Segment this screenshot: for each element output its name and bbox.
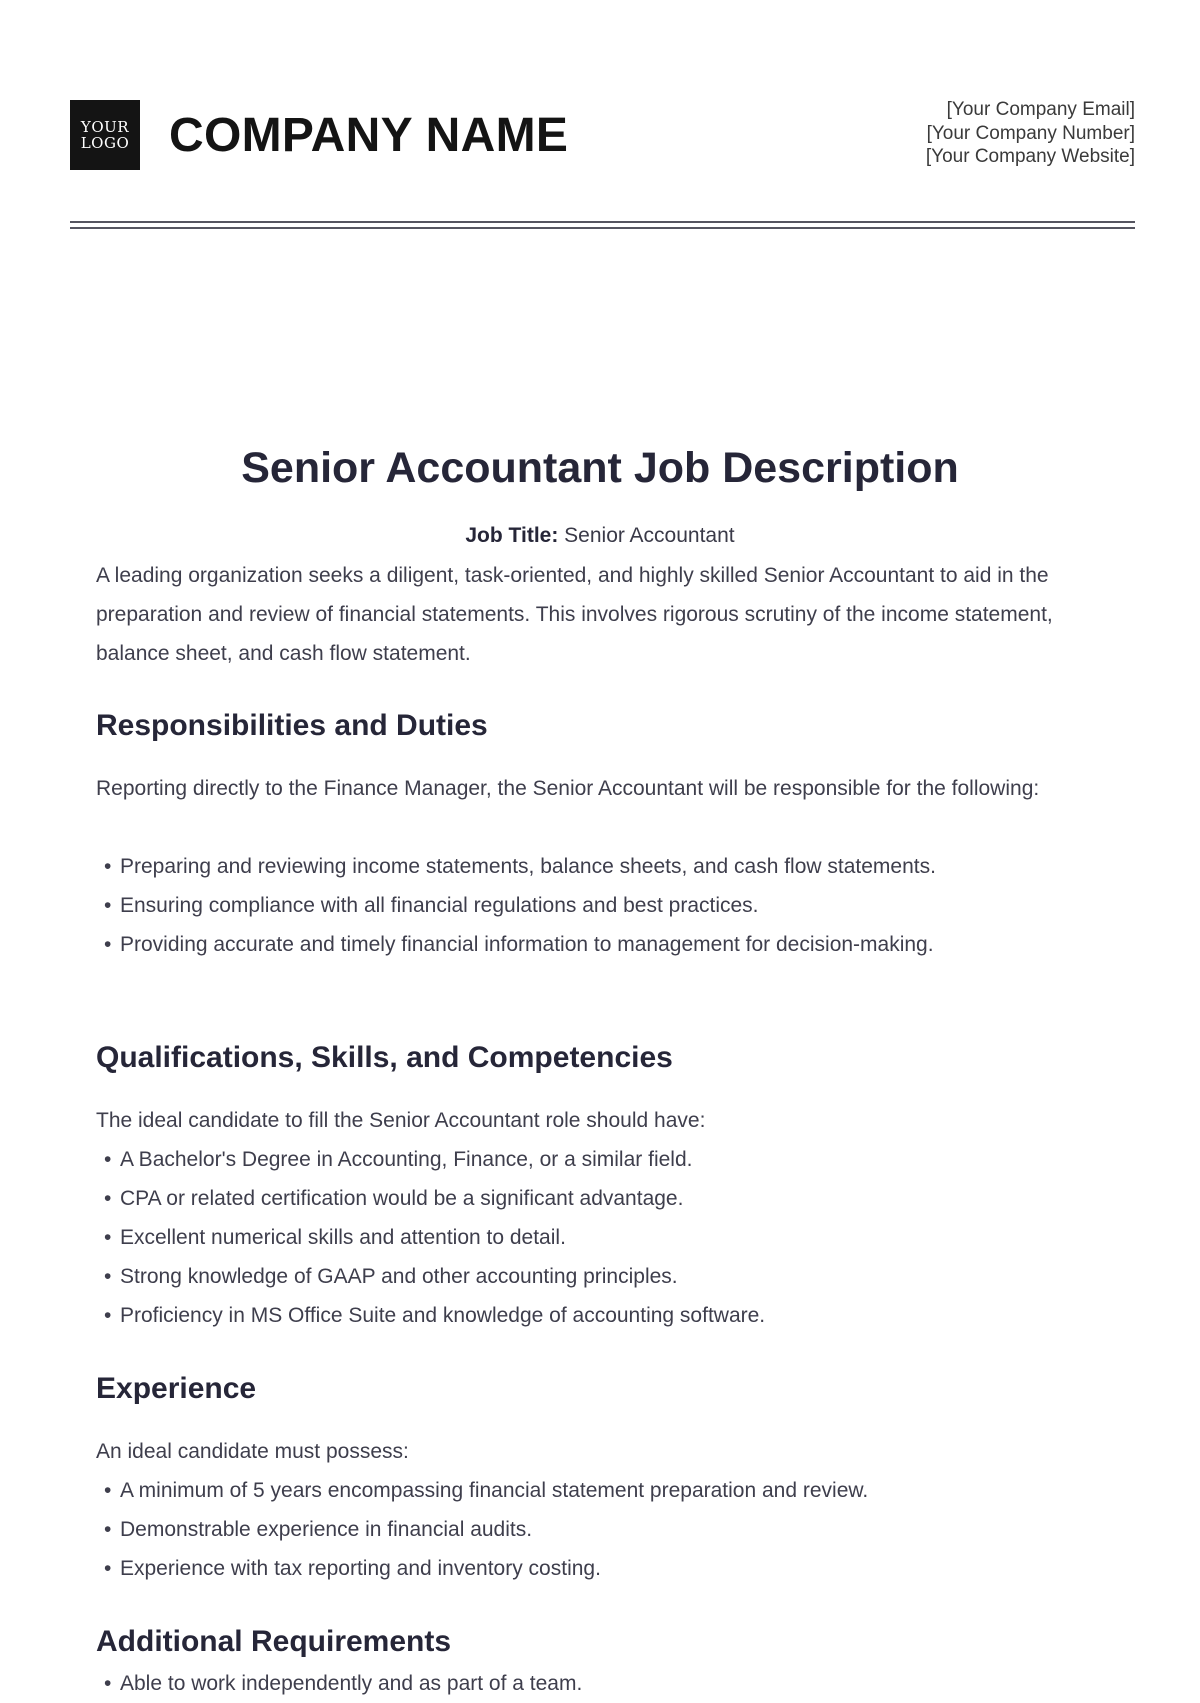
- list-item: • Experience with tax reporting and inventory costing.: [96, 1549, 868, 1588]
- list-item: • Excellent numerical skills and attention to detail.: [96, 1218, 765, 1257]
- intro-paragraph: A leading organization seeks a diligent, task-oriented, and highly skilled Senior Accountant to aid in the preparation and review of financial statements. This involves rigorous scrutiny of the income statement, balance sheet, and cash flow statement.: [96, 564, 1053, 665]
- company-contact-block: [926, 98, 1135, 169]
- list-item: • Providing accurate and timely financial information to management for decision-making.: [96, 925, 936, 964]
- header-divider-bottom: [70, 227, 1135, 229]
- company-logo: [70, 100, 140, 170]
- experience-list: [96, 1471, 868, 1588]
- list-item: • CPA or related certification would be a significant advantage.: [96, 1179, 765, 1218]
- list-item: • A Bachelor's Degree in Accounting, Finance, or a similar field.: [96, 1140, 765, 1179]
- experience-lead: An ideal candidate must possess:: [96, 1440, 409, 1463]
- logo-line-2: LOGO: [80, 134, 130, 152]
- list-item: • Proficiency in MS Office Suite and knowledge of accounting software.: [96, 1296, 765, 1335]
- list-item: • A minimum of 5 years encompassing financial statement preparation and review.: [96, 1471, 868, 1510]
- job-title-value: Senior Accountant: [564, 524, 735, 547]
- company-name: COMPANY NAME: [169, 109, 569, 162]
- responsibilities-list: [96, 847, 936, 964]
- document-title: Senior Accountant Job Description: [241, 444, 959, 492]
- list-item: • Preparing and reviewing income statements, balance sheets, and cash flow statements.: [96, 847, 936, 886]
- additional-requirements-heading: Additional Requirements: [96, 1625, 452, 1658]
- header-divider-top: [70, 221, 1135, 223]
- company-website: [Your Company Website]: [925, 146, 1135, 167]
- responsibilities-heading: Responsibilities and Duties: [96, 709, 488, 742]
- job-title-line: [0, 522, 1200, 550]
- list-item: • Demonstrable experience in financial audits.: [96, 1510, 868, 1549]
- list-item: • Ensuring compliance with all financial regulations and best practices.: [96, 886, 936, 925]
- logo-line-1: YOUR: [80, 118, 130, 136]
- list-item: • Able to work independently and as part of a team.: [96, 1664, 582, 1703]
- responsibilities-lead: Reporting directly to the Finance Manager, the Senior Accountant will be responsible for the following:: [96, 777, 1040, 800]
- letterhead: [70, 100, 1135, 172]
- job-title-label: Job Title:: [465, 524, 559, 547]
- qualifications-lead: The ideal candidate to fill the Senior Accountant role should have:: [96, 1109, 706, 1132]
- list-item: • Strong knowledge of GAAP and other accounting principles.: [96, 1257, 765, 1296]
- experience-heading: Experience: [96, 1372, 257, 1405]
- company-email: [Your Company Email]: [946, 99, 1135, 120]
- qualifications-heading: Qualifications, Skills, and Competencies: [96, 1041, 673, 1074]
- additional-requirements-list: [96, 1664, 582, 1703]
- company-number: [Your Company Number]: [926, 122, 1135, 144]
- qualifications-list: [96, 1140, 765, 1335]
